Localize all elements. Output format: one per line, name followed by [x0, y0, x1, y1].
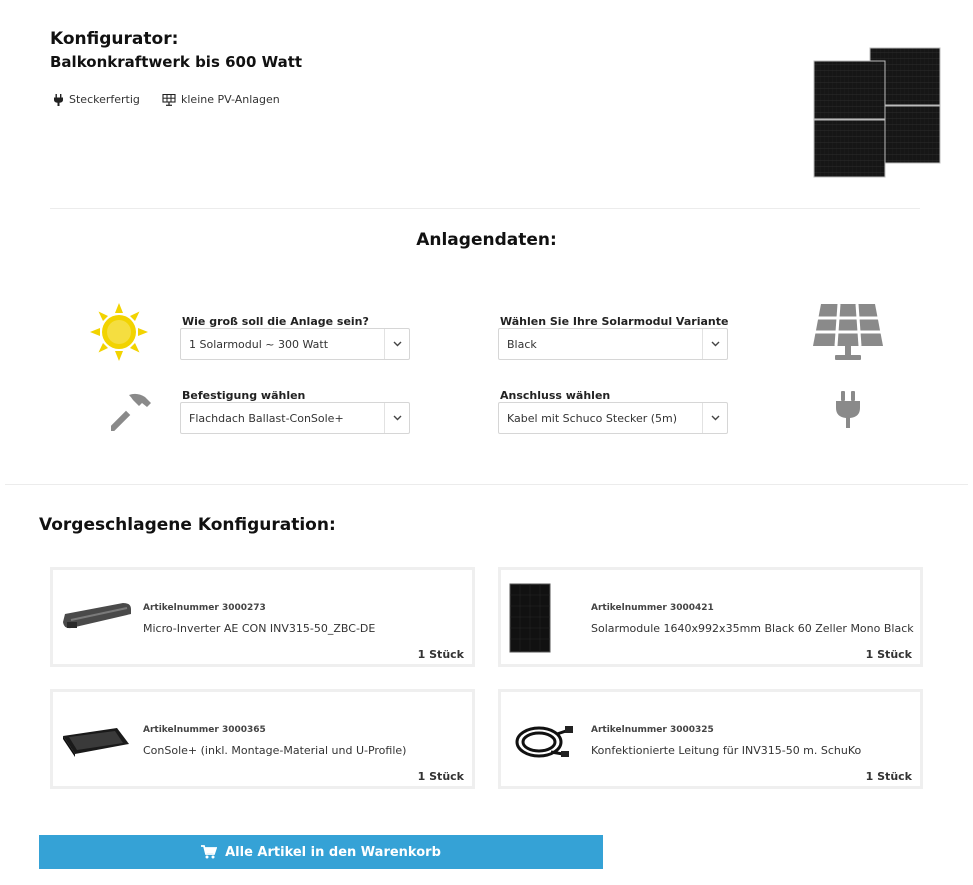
- cable-image: [511, 718, 575, 762]
- field-label-anschluss: Anschluss wählen: [500, 389, 611, 402]
- article-number: Artikelnummer 3000273: [143, 603, 266, 613]
- product-quantity: 1 Stück: [417, 770, 464, 783]
- cart-button-label: Alle Artikel in den Warenkorb: [225, 844, 441, 860]
- field-label-befestigung: Befestigung wählen: [182, 389, 306, 402]
- product-quantity: 1 Stück: [865, 770, 912, 783]
- micro-inverter-image: [61, 600, 133, 634]
- befestigung-select[interactable]: [180, 402, 410, 434]
- product-card[interactable]: [498, 567, 923, 667]
- divider: [50, 208, 920, 209]
- chevron-down-icon: [702, 403, 727, 433]
- article-number: Artikelnummer 3000421: [591, 603, 714, 613]
- article-number: Artikelnummer 3000325: [591, 725, 714, 735]
- product-card[interactable]: [50, 689, 475, 789]
- select-value: Black: [507, 337, 537, 351]
- feature-kleine-pv: [162, 93, 280, 106]
- product-quantity: 1 Stück: [417, 648, 464, 661]
- plug-icon: [834, 391, 862, 429]
- anlage-groesse-select[interactable]: [180, 328, 410, 360]
- feature-label: kleine PV-Anlagen: [181, 93, 280, 106]
- chevron-down-icon: [384, 329, 409, 359]
- section-title-konfiguration: Vorgeschlagene Konfiguration:: [39, 515, 336, 535]
- solar-panel-icon: [811, 302, 885, 362]
- page-title: Konfigurator:: [50, 29, 179, 49]
- solar-module-image: [509, 583, 551, 653]
- solar-panels-image: [812, 46, 942, 178]
- product-name: Micro-Inverter AE CON INV315-50_ZBC-DE: [143, 622, 376, 635]
- sun-icon: [89, 302, 149, 362]
- page-subtitle: Balkonkraftwerk bis 600 Watt: [50, 53, 303, 71]
- field-label-solarmodul-variante: Wählen Sie Ihre Solarmodul Variante: [500, 315, 729, 328]
- select-value: Kabel mit Schuco Stecker (5m): [507, 411, 678, 425]
- feature-label: Steckerfertig: [69, 93, 140, 106]
- divider: [5, 484, 968, 485]
- select-value: Flachdach Ballast-ConSole+: [189, 411, 344, 425]
- feature-steckerfertig: [53, 93, 140, 106]
- solar-panel-icon: [162, 94, 176, 106]
- field-label-anlage-groesse: Wie groß soll die Anlage sein?: [182, 315, 369, 328]
- article-number: Artikelnummer 3000365: [143, 725, 266, 735]
- product-quantity: 1 Stück: [865, 648, 912, 661]
- cart-icon: [201, 845, 217, 859]
- product-name: ConSole+ (inkl. Montage-Material und U-Profile): [143, 744, 407, 757]
- solarmodul-variante-select[interactable]: [498, 328, 728, 360]
- hammer-icon: [111, 391, 153, 431]
- product-card[interactable]: [50, 567, 475, 667]
- chevron-down-icon: [702, 329, 727, 359]
- product-name: Solarmodule 1640x992x35mm Black 60 Zeller Mono Black: [591, 622, 914, 635]
- product-name: Konfektionierte Leitung für INV315-50 m. SchuKo: [591, 744, 862, 757]
- select-value: 1 Solarmodul ~ 300 Watt: [189, 337, 329, 351]
- add-all-to-cart-button[interactable]: [39, 835, 603, 869]
- product-card[interactable]: [498, 689, 923, 789]
- console-mount-image: [61, 724, 131, 758]
- section-title-anlagendaten: Anlagendaten:: [416, 230, 557, 250]
- anschluss-select[interactable]: [498, 402, 728, 434]
- plug-icon: [53, 94, 64, 106]
- chevron-down-icon: [384, 403, 409, 433]
